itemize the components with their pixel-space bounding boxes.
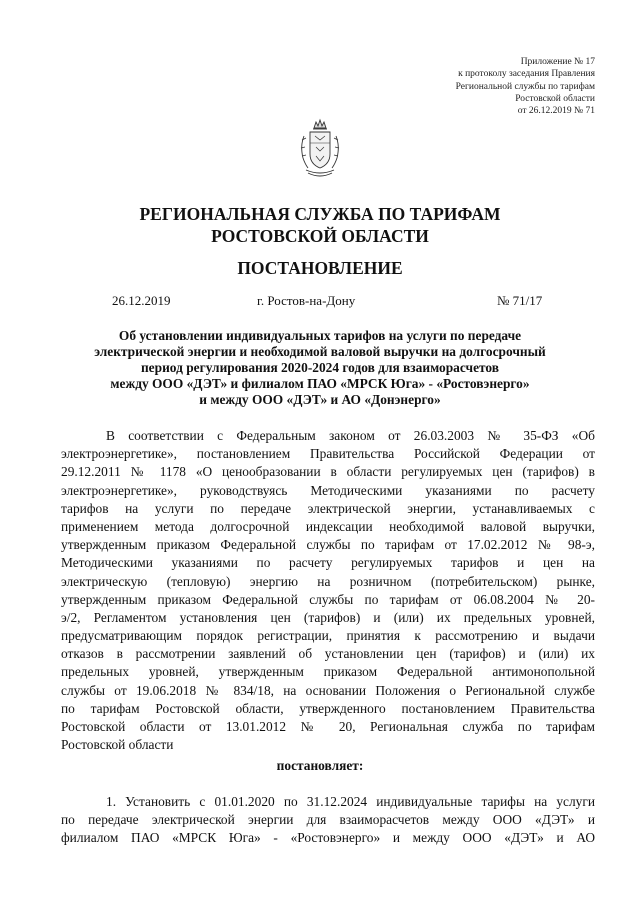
resolution-heading: постановляет: (276, 758, 364, 773)
preamble-paragraph (61, 427, 595, 754)
document-city: г. Ростов-на-Дону (257, 293, 356, 308)
paragraph-line: 29.12.2011 № 1178 «О ценообразовании в области регулируемых цен (тарифов) в (61, 464, 595, 480)
subject-line: период регулирования 2020-2024 годов для взаиморасчетов (140, 360, 500, 375)
paragraph-line: э/2, Регламентом установления цен (тарифов) и (или) их предельных уровней, (61, 609, 595, 625)
organization-name-line: РЕГИОНАЛЬНАЯ СЛУЖБА ПО ТАРИФАМ (139, 204, 501, 224)
paragraph-line: утвержденным приказом Федеральной службы по тарифам от 17.02.2012 № 98-э, (61, 537, 595, 553)
paragraph-line: тарифов на услуги по передаче электрической энергии, устанавливаемых с (61, 500, 595, 516)
document-type: ПОСТАНОВЛЕНИЕ (237, 258, 403, 278)
paragraph-line: применением метода долгосрочной индексации необходимой валовой выручки, (61, 518, 595, 534)
document-subject (40, 328, 600, 408)
subject-line: электрической энергии и необходимой валовой выручки на долгосрочный (94, 344, 546, 359)
subject-line: и между ООО «ДЭТ» и АО «Донэнерго» (199, 392, 441, 407)
clause-line: филиалом ПАО «МРСК Юга» - «Ростовэнерго» и между ООО «ДЭТ» и АО (61, 830, 595, 846)
appendix-line: Ростовской области (515, 93, 595, 104)
appendix-note (456, 56, 595, 117)
organization-name-line: РОСТОВСКОЙ ОБЛАСТИ (211, 226, 429, 246)
paragraph-line: Методическими указаниями по расчету регулируемых тарифов и цен на (61, 555, 595, 571)
clause-line: 1. Установить с 01.01.2020 по 31.12.2024 индивидуальные тарифы на услуги (106, 794, 595, 809)
paragraph-line: предельных уровней, утвержденным приказом Федеральной антимонопольной (61, 664, 595, 680)
paragraph-line: службы от 19.06.2018 № 834/18, на основании Положения о Региональной службе (61, 682, 595, 698)
paragraph-line: электрическую (тепловую) энергию на розничном (потребительском) рынке, (61, 573, 595, 589)
paragraph-line: электроэнергетике», руководствуясь Методическими указаниями по расчету (61, 482, 595, 498)
appendix-line: от 26.12.2019 № 71 (517, 106, 595, 117)
paragraph-line: В соответствии с Федеральным законом от 26.03.2003 № 35-ФЗ «Об (106, 428, 595, 443)
paragraph-line: утвержденным приказом Федеральной службы по тарифам от 06.08.2004 № 20- (61, 591, 595, 607)
clause-line: по передаче электрической энергии для взаиморасчетов между ООО «ДЭТ» и (61, 812, 595, 828)
appendix-line: Региональной службы по тарифам (455, 81, 595, 92)
organization-name (0, 203, 640, 247)
paragraph-line: электроэнергетике», постановлением Правительства Российской Федерации от (61, 446, 595, 462)
subject-line: Об установлении индивидуальных тарифов на услуги по передаче (118, 328, 522, 343)
appendix-line: Приложение № 17 (520, 57, 595, 67)
clause-1 (61, 793, 595, 848)
document-date: 26.12.2019 (112, 293, 171, 308)
document-number: № 71/17 (497, 293, 543, 308)
paragraph-line: Ростовской области (61, 737, 174, 753)
paragraph-line: отказов в рассмотрении заявлений об установлении цен (тарифов) и (или) их (61, 646, 595, 662)
paragraph-line: предусматривающим порядок регистрации, принятия к рассмотрению и выдачи (61, 628, 595, 644)
paragraph-line: по тарифам Ростовской области, утвержденного постановлением Правительства (61, 700, 595, 716)
coat-of-arms-icon (298, 118, 342, 180)
appendix-line: к протоколу заседания Правления (458, 69, 595, 80)
paragraph-line: Ростовской области от 13.01.2012 № 20, Региональная служба по тарифам (61, 719, 595, 734)
subject-line: между ООО «ДЭТ» и филиалом ПАО «МРСК Юга» - «Ростовэнерго» (110, 376, 530, 391)
